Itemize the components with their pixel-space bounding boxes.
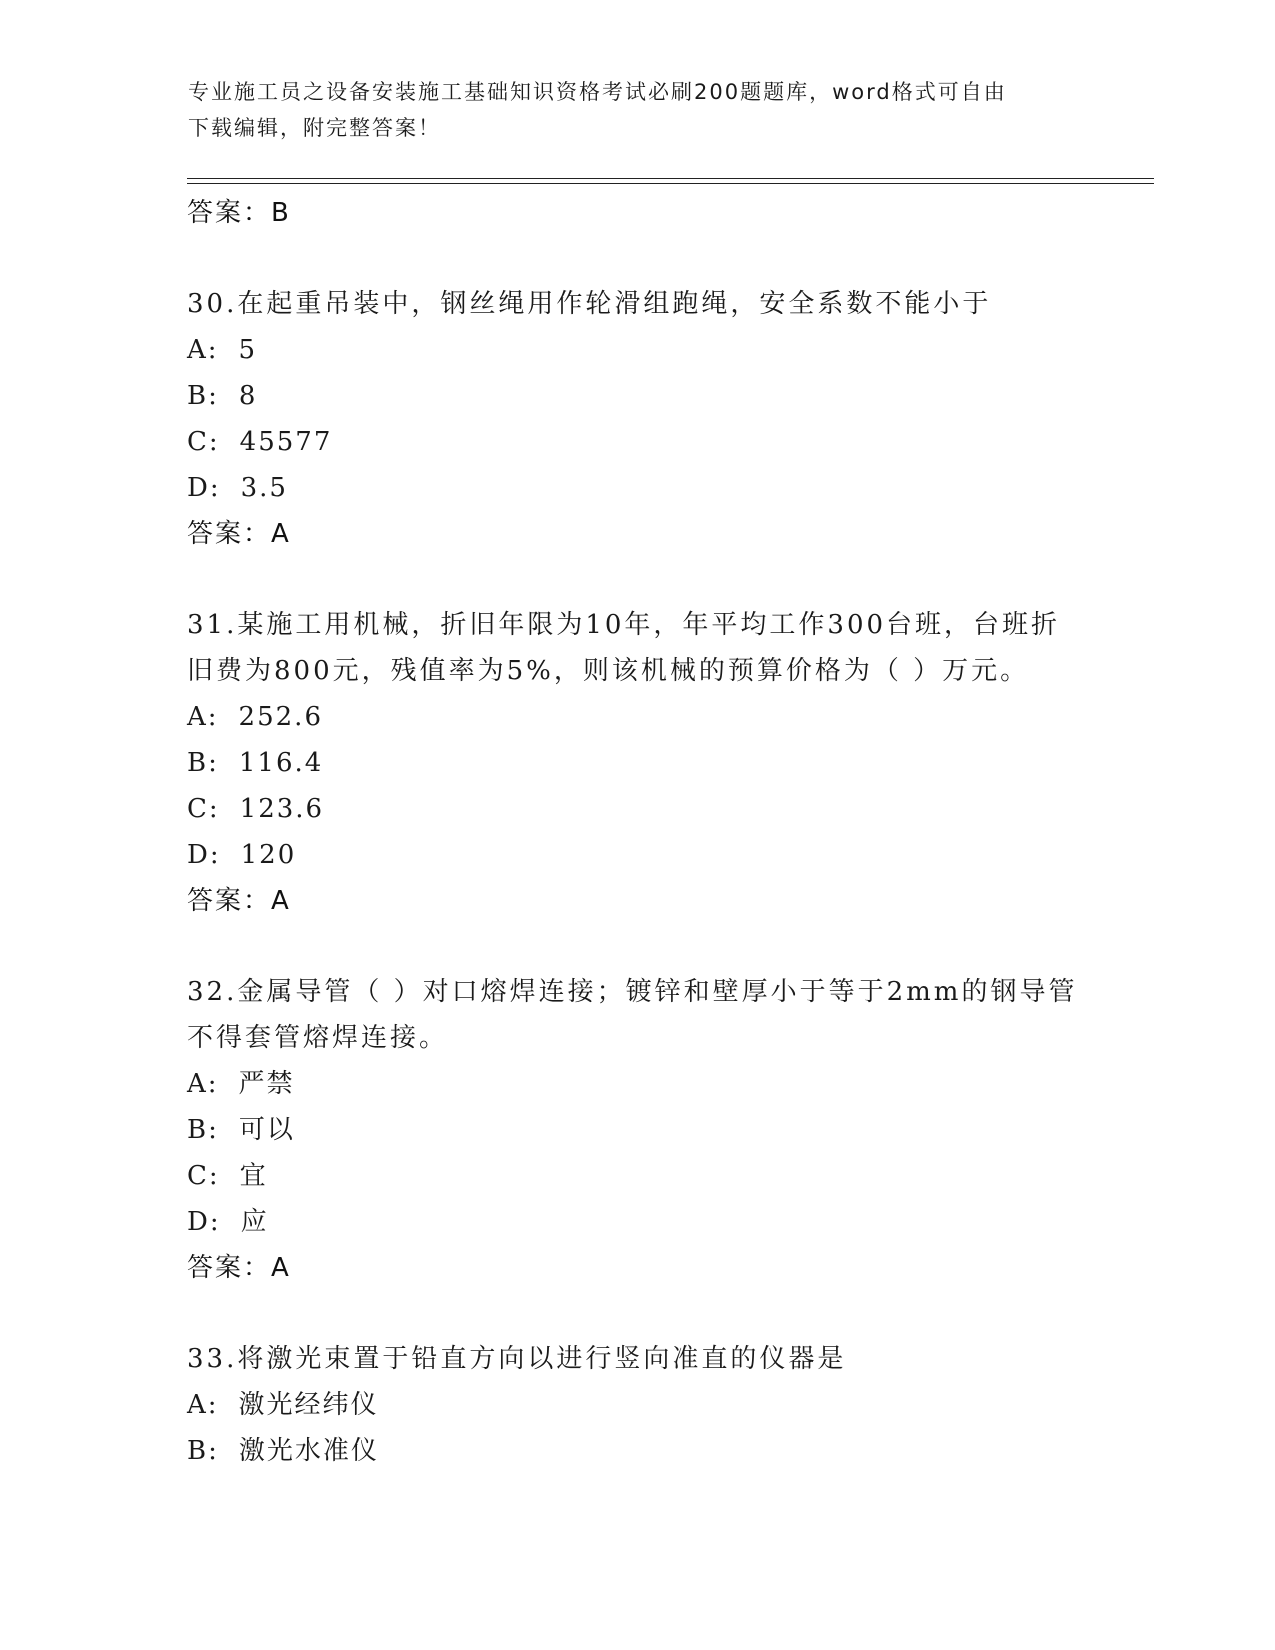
option-d	[187, 465, 1087, 511]
question-32	[187, 969, 1087, 1291]
option-d	[187, 832, 1087, 878]
option-b	[187, 373, 1087, 419]
option-key: A:	[187, 335, 219, 365]
option-key: C:	[187, 427, 220, 457]
option-text: 123.6	[239, 794, 325, 824]
option-key: C:	[187, 1161, 220, 1191]
option-text: 252.6	[238, 702, 323, 732]
option-text: 激光经纬仪	[238, 1390, 379, 1420]
option-text: 5	[238, 335, 258, 365]
option-text: 应	[240, 1207, 269, 1237]
header-rule-bottom	[187, 183, 1154, 184]
question-spacer	[187, 1291, 1087, 1336]
question-stem	[187, 602, 1087, 694]
question-stem	[187, 969, 1087, 1061]
document-header	[188, 74, 1088, 146]
answer-line: 答案：B	[187, 198, 291, 228]
option-a	[187, 694, 1087, 740]
question-stem	[187, 1336, 1087, 1382]
option-text: 可以	[238, 1115, 295, 1145]
option-c	[187, 419, 1087, 465]
stem-line: 旧费为800元，残值率为5%，则该机械的预算价格为（ ）万元。	[187, 656, 1030, 686]
question-stem	[187, 281, 1087, 327]
option-b	[187, 1428, 1087, 1474]
stem-line: 31.某施工用机械，折旧年限为10年，年平均工作300台班，台班折	[187, 610, 1061, 640]
stem-line: 不得套管熔焊连接。	[187, 1023, 449, 1053]
question-30	[187, 281, 1087, 557]
question-spacer	[187, 557, 1087, 602]
stem-line: 33.将激光束置于铅直方向以进行竖向准直的仪器是	[187, 1344, 847, 1374]
option-text: 宜	[239, 1161, 268, 1191]
question-33	[187, 1336, 1087, 1474]
option-text: 120	[240, 840, 297, 870]
answer-line: 答案：A	[187, 886, 291, 916]
stem-line: 32.金属导管（ ）对口熔焊连接；镀锌和壁厚小于等于2mm的钢导管	[187, 977, 1078, 1007]
option-key: B:	[187, 1436, 219, 1466]
option-text: 严禁	[238, 1069, 295, 1099]
option-text: 8	[238, 381, 258, 411]
option-key: A:	[187, 1390, 219, 1420]
answer-line: 答案：A	[187, 519, 291, 549]
option-text: 116.4	[238, 748, 324, 778]
option-a	[187, 1382, 1087, 1428]
option-text: 45577	[239, 427, 333, 457]
question-spacer	[187, 236, 1087, 281]
option-key: B:	[187, 748, 219, 778]
document-body	[187, 190, 1087, 1474]
option-key: D:	[187, 1207, 221, 1237]
option-b	[187, 1107, 1087, 1153]
question-31	[187, 602, 1087, 924]
option-key: B:	[187, 381, 219, 411]
option-key: D:	[187, 840, 221, 870]
option-text: 3.5	[240, 473, 288, 503]
option-key: A:	[187, 702, 219, 732]
answer-line: 答案：A	[187, 1253, 291, 1283]
option-a	[187, 1061, 1087, 1107]
header-line-2: 下载编辑，附完整答案！	[188, 116, 441, 140]
header-line-1: 专业施工员之设备安装施工基础知识资格考试必刷200题题库，word格式可自由	[188, 80, 1007, 104]
option-key: B:	[187, 1115, 219, 1145]
header-rule-top	[187, 178, 1154, 179]
option-d	[187, 1199, 1087, 1245]
question-spacer	[187, 924, 1087, 969]
option-key: C:	[187, 794, 220, 824]
option-text: 激光水准仪	[238, 1436, 379, 1466]
option-key: D:	[187, 473, 221, 503]
option-c	[187, 786, 1087, 832]
stem-line: 30.在起重吊装中，钢丝绳用作轮滑组跑绳，安全系数不能小于	[187, 289, 992, 319]
option-a	[187, 327, 1087, 373]
option-c	[187, 1153, 1087, 1199]
option-b	[187, 740, 1087, 786]
option-key: A:	[187, 1069, 219, 1099]
